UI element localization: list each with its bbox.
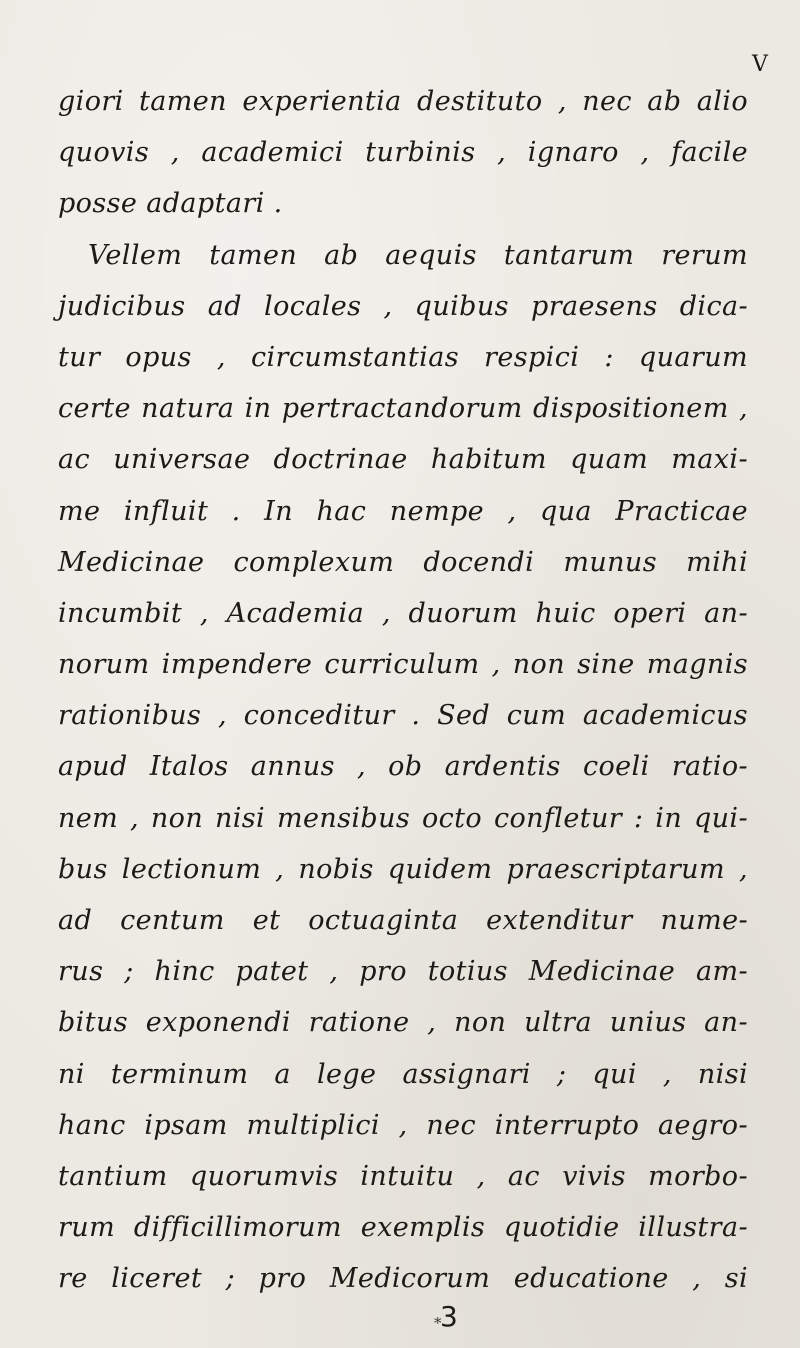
text-line: re liceret ; pro Medicorum educatione , si [58, 1263, 748, 1295]
text-line: tantium quorumvis intuitu , ac vivis morbo- [58, 1160, 748, 1192]
text-line: Vellem tamen ab aequis tantarum rerum [88, 239, 748, 271]
text-line: ac universae doctrinae habitum quam maxi- [58, 444, 748, 476]
text-line: rationibus , conceditur . Sed cum academicus [58, 700, 748, 732]
text-line: giori tamen experientia destituto , nec ab alio [58, 86, 748, 117]
text-line: judicibus ad locales , quibus praesens dica- [58, 290, 748, 322]
text-line: hanc ipsam multiplici , nec interrupto aegro- [58, 1109, 748, 1141]
text-line: bus lectionum , nobis quidem praescriptarum , [58, 853, 748, 885]
text-line: posse adaptari . [58, 188, 283, 220]
text-line: me influit . In hac nempe , qua Practicae [58, 495, 748, 527]
text-line: incumbit , Academia , duorum huic operi an- [58, 597, 748, 629]
page-number: 3 [440, 1300, 458, 1333]
text-line: rus ; hinc patet , pro totius Medicinae am- [58, 956, 748, 988]
running-marker: V [752, 52, 769, 77]
text-line: tur opus , circumstantias respici : quarum [58, 341, 748, 373]
text-line: Medicinae complexum docendi munus mihi [58, 546, 748, 578]
text-line: apud Italos annus , ob ardentis coeli ratio- [58, 751, 748, 783]
body-text [58, 76, 748, 1305]
text-line: rum difficillimorum exemplis quotidie illustra- [58, 1212, 748, 1244]
text-line: quovis , academici turbinis , ignaro , facile [58, 137, 748, 169]
text-line: nem , non nisi mensibus octo confletur : in qui- [58, 802, 748, 834]
text-line: ad centum et octuaginta extenditur nume- [58, 905, 748, 936]
text-line: ni terminum a lege assignari ; qui , nisi [58, 1058, 748, 1090]
text-line: norum impendere curriculum , non sine magnis [58, 649, 748, 681]
text-line: bitus exponendi ratione , non ultra unius an- [58, 1007, 748, 1039]
text-line: certe natura in pertractandorum dispositionem , [58, 393, 748, 425]
signature-mark: * [434, 1314, 442, 1332]
